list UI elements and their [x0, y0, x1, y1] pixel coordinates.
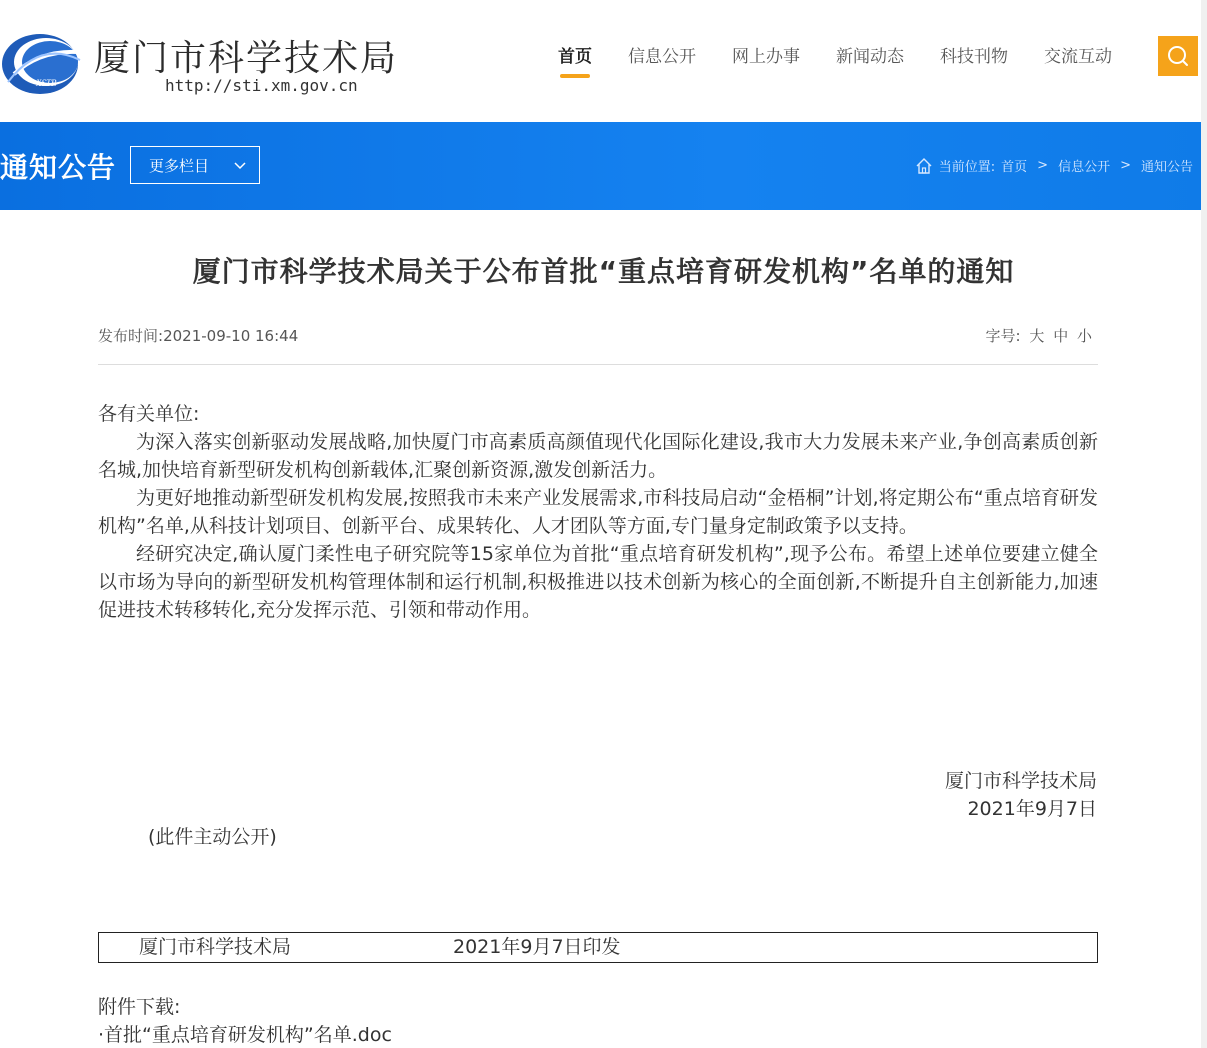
section-title: 通知公告 — [0, 151, 117, 184]
nav-home[interactable]: 首页 — [540, 44, 610, 74]
paragraph: 为更好地推动新型研发机构发展,按照我市未来产业发展需求,市科技局启动“金梧桐”计划,将定期公布“重点培育研发机构”名单,从科技计划项目、创新平台、成果转化、人才团队等方面,专门量身定制政策予以支持。 — [98, 487, 1098, 537]
more-columns-label: 更多栏目 — [149, 156, 210, 175]
paragraph: 为深入落实创新驱动发展战略,加快厦门市高素质高颜值现代化国际化建设,我市大力发展未来产业,争创高素质创新名城,加快培育新型研发机构创新载体,汇聚创新资源,激发创新活力。 — [98, 431, 1098, 481]
publish-info — [98, 325, 298, 346]
breadcrumb-separator: > — [1120, 158, 1131, 173]
font-size-label: 字号: — [985, 327, 1021, 345]
site-header — [0, 0, 1207, 122]
chevron-down-icon — [233, 159, 247, 173]
nav-news[interactable]: 新闻动态 — [836, 47, 904, 67]
salutation: 各有关单位: — [98, 403, 200, 425]
site-url[interactable]: http://sti.xm.gov.cn — [165, 76, 358, 95]
breadcrumb-separator: > — [1037, 158, 1049, 173]
signature-org: 厦门市科学技术局 — [944, 770, 1097, 792]
search-button[interactable] — [1158, 36, 1198, 76]
breadcrumb-prefix: 当前位置: — [938, 160, 996, 175]
nav-publications[interactable]: 科技刊物 — [940, 47, 1008, 67]
attachment-label: 附件下载: — [98, 996, 181, 1018]
print-date: 2021年9月7日印发 — [453, 936, 621, 958]
logo-icon[interactable] — [0, 30, 82, 98]
breadcrumb-notices[interactable]: 通知公告 — [1140, 160, 1193, 175]
article-meta — [98, 325, 1098, 365]
section-banner — [0, 122, 1207, 210]
font-size-small[interactable]: 小 — [1076, 327, 1092, 345]
nav-info-disclosure[interactable]: 信息公开 — [628, 47, 696, 67]
logo-text: XSTB — [36, 78, 57, 88]
paragraph: 经研究决定,确认厦门柔性电子研究院等15家单位为首批“重点培育研发机构”,现予公布。希望上述单位要建立健全以市场为导向的新型研发机构管理体制和运行机制,积极推进以技术创新为核心的全面创新,不断提升自主创新能力,加速促进技术转移转化,充分发挥示范、引领和带动作用。 — [98, 543, 1098, 621]
article-body — [98, 400, 1098, 624]
attachment-link[interactable]: ·首批“重点培育研发机构”名单.doc — [98, 1024, 392, 1046]
print-org: 厦门市科学技术局 — [139, 936, 292, 958]
article-title: 厦门市科学技术局关于公布首批“重点培育研发机构”名单的通知 — [192, 255, 1015, 288]
publish-time: 2021-09-10 16:44 — [163, 327, 299, 345]
breadcrumb — [915, 156, 1193, 175]
site-name[interactable]: 厦门市科学技术局 — [94, 38, 399, 79]
nav-online-service[interactable]: 网上办事 — [732, 47, 800, 67]
public-note: (此件主动公开) — [148, 826, 277, 848]
nav-interaction[interactable]: 交流互动 — [1044, 47, 1112, 67]
print-issue-box — [98, 932, 1098, 963]
search-icon — [1166, 44, 1190, 68]
scrollbar[interactable] — [1201, 0, 1207, 1048]
breadcrumb-info-disclosure[interactable]: 信息公开 — [1058, 160, 1111, 175]
signature-date: 2021年9月7日 — [967, 798, 1097, 820]
publish-label: 发布时间: — [98, 327, 164, 345]
font-size-medium[interactable]: 中 — [1053, 327, 1069, 345]
font-size-large[interactable]: 大 — [1029, 327, 1045, 345]
breadcrumb-home[interactable]: 首页 — [1001, 160, 1028, 175]
font-size-control — [986, 325, 1092, 346]
more-columns-button[interactable] — [130, 146, 260, 184]
main-nav — [540, 44, 1130, 74]
home-icon — [915, 157, 933, 175]
